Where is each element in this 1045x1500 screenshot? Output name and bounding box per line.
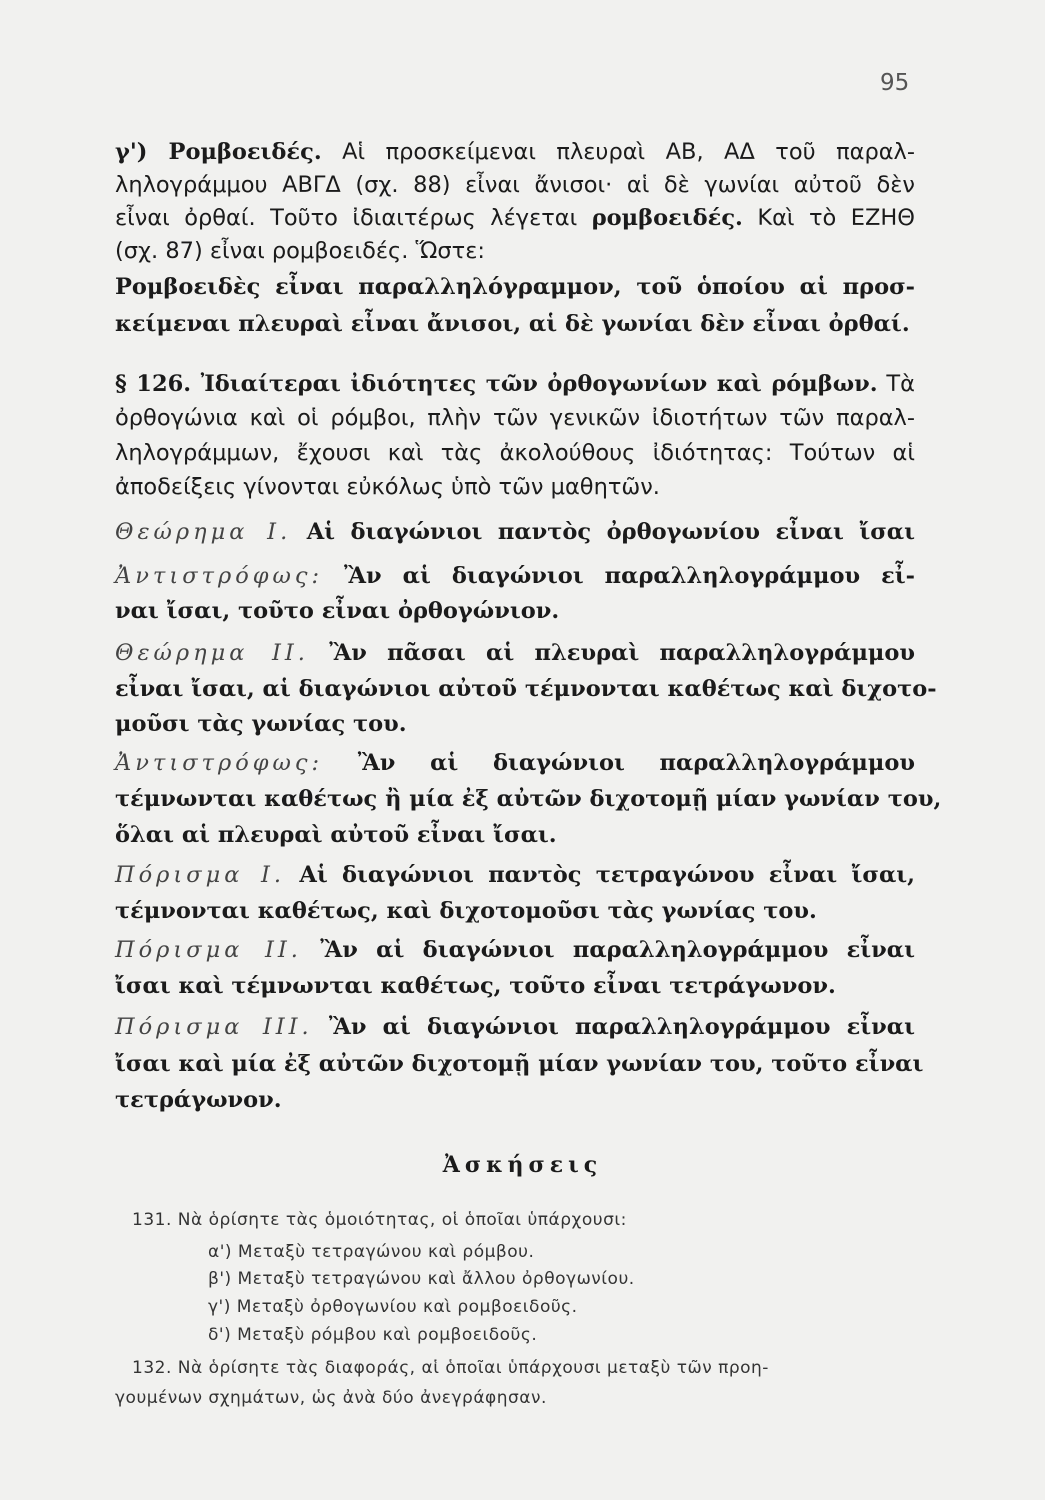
rhomboid-text-3c: Καὶ τὸ ΕΖΗΘ <box>742 205 915 231</box>
exercise-132-line-2: γουμένων σχημάτων, ὡς ἀνὰ δύο ἀνεγράφησαν. <box>115 1388 547 1408</box>
corollary-3-label: Πόρισμα ΙΙΙ. <box>115 1014 313 1040</box>
theorem-2-label: Θεώρημα ΙΙ. <box>115 640 309 666</box>
rhomboid-label: γ') Ρομβοειδές. <box>115 139 322 165</box>
theorem-1-converse-line-2: ναι ἴσαι, τοῦτο εἶναι ὀρθογώνιον. <box>115 598 560 624</box>
theorem-1-label: Θεώρημα Ι. <box>115 519 292 545</box>
rhomboid-definition-2: κείμεναι πλευραὶ εἶναι ἄνισοι, αἱ δὲ γωνίαι δὲν εἶναι ὀρθαί. <box>115 311 910 337</box>
exercise-131-item-c: γ') Μεταξὺ ὀρθογωνίου καὶ ρομβοειδοῦς. <box>208 1297 578 1317</box>
section-126-title: § 126. Ἰδιαίτεραι ἰδιότητες τῶν ὀρθογωνίων καὶ ρόμβων. <box>115 371 878 397</box>
theorem-2-line-2: εἶναι ἴσαι, αἱ διαγώνιοι αὐτοῦ τέμνονται καθέτως καὶ διχοτο- <box>115 676 937 702</box>
exercises-heading: Ἀσκήσεις <box>442 1152 603 1178</box>
corollary-2-line-2: ἴσαι καὶ τέμνωνται καθέτως, τοῦτο εἶναι τετράγωνον. <box>115 973 836 999</box>
rhomboid-term: ρομβοειδές. <box>591 205 743 231</box>
page-number: 95 <box>880 70 910 96</box>
section-126-line-4: ἀποδείξεις γίνονται εὐκόλως ὑπὸ τῶν μαθητῶν. <box>115 474 660 500</box>
theorem-2-converse-line-2: τέμνωνται καθέτως ἢ μία ἐξ αὐτῶν διχοτομῇ μίαν γωνίαν του, <box>115 786 942 812</box>
rhomboid-line-4: (σχ. 87) εἶναι ρομβοειδές. Ὥστε: <box>115 238 485 264</box>
converse-label: Ἀντιστρόφως: <box>115 563 324 589</box>
converse-label: Ἀντιστρόφως: <box>115 750 324 776</box>
corollary-1-label: Πόρισμα Ι. <box>115 862 286 888</box>
theorem-1-text: Αἱ διαγώνιοι παντὸς ὀρθογωνίου εἶναι ἴσαι <box>291 519 915 545</box>
theorem-2-line-3: μοῦσι τὰς γωνίας του. <box>115 711 407 737</box>
exercise-132-line-1: 132. Νὰ ὁρίσητε τὰς διαφοράς, αἱ ὁποῖαι ὑπάρχουσι μεταξὺ τῶν προη- <box>132 1358 769 1378</box>
exercise-131-intro: 131. Νὰ ὁρίσητε τὰς ὁμοιότητας, οἱ ὁποῖαι ὑπάρχουσι: <box>132 1210 627 1230</box>
corollary-3-line-3: τετράγωνον. <box>115 1087 282 1113</box>
rhomboid-text-1: Αἱ προσκείμεναι πλευραὶ ΑΒ, ΑΔ τοῦ παραλ- <box>321 139 915 165</box>
corollary-1-line-2: τέμνονται καθέτως, καὶ διχοτομοῦσι τὰς γωνίας του. <box>115 898 817 924</box>
theorem-2-line-1 <box>115 636 915 670</box>
section-126-line-2: ὀρθογώνια καὶ οἱ ρόμβοι, πλὴν τῶν γενικῶν ἰδιοτήτων τῶν παραλ- <box>115 405 915 431</box>
theorem-2-text: Ἂν πᾶσαι αἱ πλευραὶ παραλληλογράμμου <box>308 640 915 666</box>
exercise-131-item-a: α') Μεταξὺ τετραγώνου καὶ ρόμβου. <box>208 1242 535 1262</box>
rhomboid-line-1 <box>115 135 915 169</box>
section-126-text-1: Τὰ <box>877 371 915 397</box>
rhomboid-line-3 <box>115 201 915 235</box>
corollary-1-line-1 <box>115 858 915 892</box>
exercise-131-item-d: δ') Μεταξὺ ρόμβου καὶ ρομβοειδοῦς. <box>208 1325 538 1345</box>
theorem-1-line <box>115 515 915 549</box>
corollary-2-label: Πόρισμα ΙΙ. <box>115 937 302 963</box>
rhomboid-line-2: ληλογράμμου ΑΒΓΔ (σχ. 88) εἶναι ἄνισοι· αἱ δὲ γωνίαι αὐτοῦ δὲν <box>115 172 915 198</box>
corollary-3-text: Ἂν αἱ διαγώνιοι παραλληλογράμμου εἶναι <box>312 1014 915 1040</box>
theorem-2-converse-line-1 <box>115 746 915 780</box>
section-126-line-1 <box>115 367 915 401</box>
section-126-line-3: ληλογράμμων, ἔχουσι καὶ τὰς ἀκολούθους ἰδιότητας: Τούτων αἱ <box>115 440 915 466</box>
corollary-2-text: Ἂν αἱ διαγώνιοι παραλληλογράμμου εἶναι <box>301 937 915 963</box>
exercise-131-item-b: β') Μεταξὺ τετραγώνου καὶ ἄλλου ὀρθογωνίου. <box>208 1269 635 1289</box>
corollary-2-line-1 <box>115 933 915 967</box>
theorem-2-converse-text: Ἂν αἱ διαγώνιοι παραλληλογράμμου <box>323 750 915 776</box>
theorem-1-converse-text: Ἂν αἱ διαγώνιοι παραλληλογράμμου εἶ- <box>323 563 915 589</box>
theorem-2-converse-line-3: ὅλαι αἱ πλευραὶ αὐτοῦ εἶναι ἴσαι. <box>115 822 557 848</box>
corollary-3-line-2: ἴσαι καὶ μία ἐξ αὐτῶν διχοτομῇ μίαν γωνίαν του, τοῦτο εἶναι <box>115 1051 924 1077</box>
rhomboid-text-3a: εἶναι ὀρθαί. Τοῦτο ἰδιαιτέρως λέγεται <box>115 205 592 231</box>
corollary-1-text: Αἱ διαγώνιοι παντὸς τετραγώνου εἶναι ἴσαι, <box>285 862 915 888</box>
corollary-3-line-1 <box>115 1010 915 1044</box>
rhomboid-definition-1: Ρομβοειδὲς εἶναι παραλληλόγραμμον, τοῦ ὁποίου αἱ προσ- <box>115 274 915 300</box>
theorem-1-converse-line-1 <box>115 559 915 593</box>
